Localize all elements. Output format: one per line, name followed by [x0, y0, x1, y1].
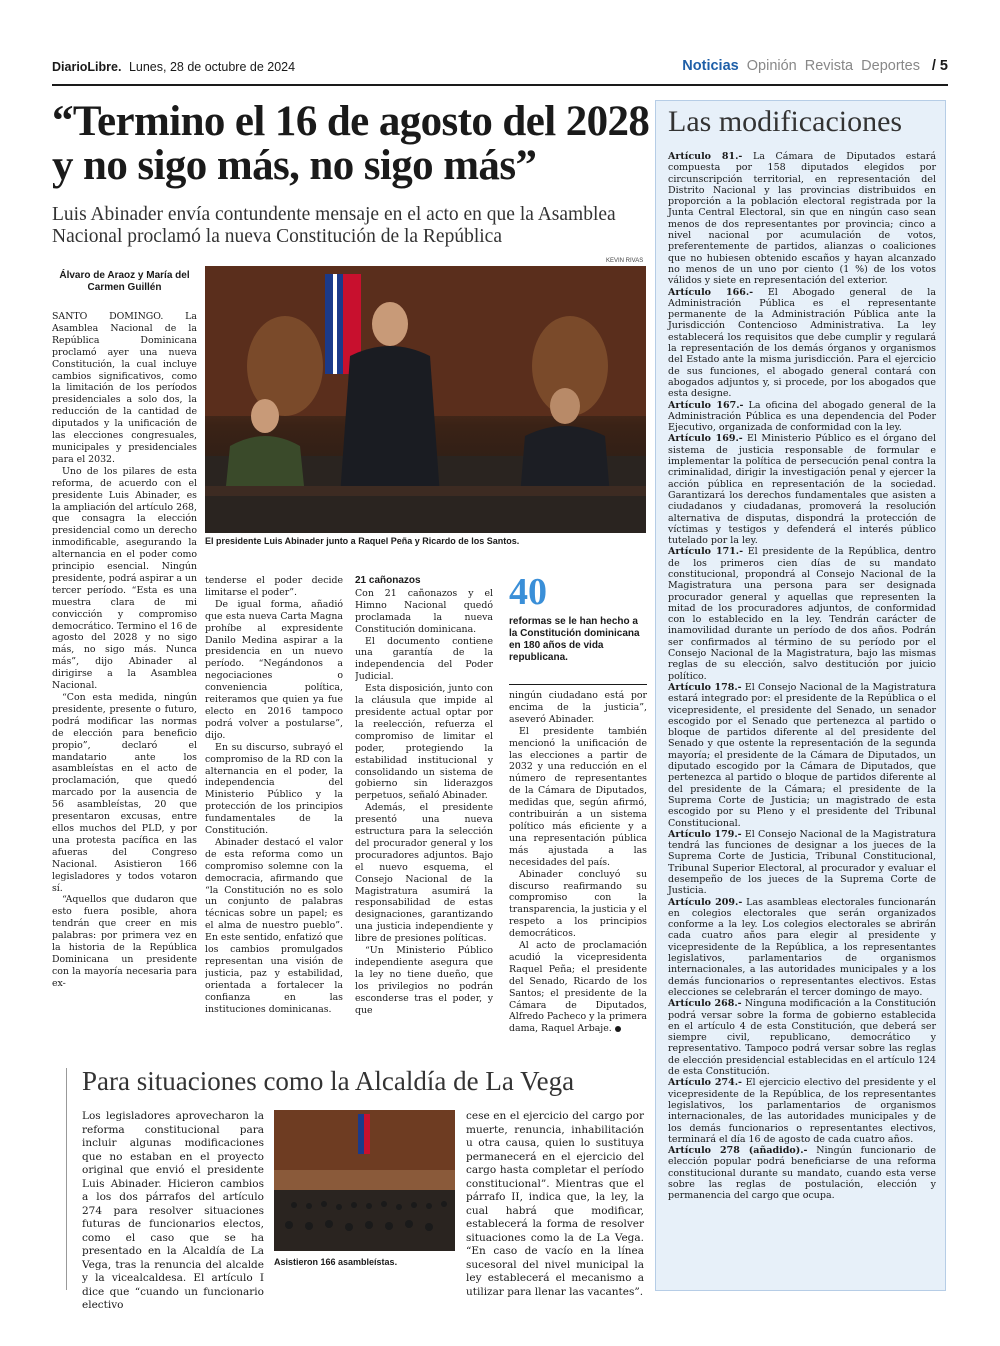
bottom-column-1: Los legisladores aprovecharon la reforma constitucional para incluir algunas modificaciones que no estaban en el proyecto original que envió el presidente Luis Abinader. Hicieron cambios a los dos párrafos del artículo 274 para resolver situaciones futuras de funcionarios electos, como el caso que se ha presentado en la Alcaldía de La Vega, tras la renuncia del alcalde y la vicealcaldesa. El artículo I dice que “cuando un funcionario electivo [82, 1110, 264, 1311]
paragraph: Abinader concluyó su discurso reafirmando su compromiso con la transparencia, la justicia y el respeto a los principios democráticos. [509, 868, 647, 940]
sidebar-article [668, 998, 936, 1077]
article-label: Artículo 268.- [668, 998, 742, 1010]
sidebar-article [668, 151, 936, 287]
article-label: Artículo 274.- [668, 1077, 742, 1089]
article-label: Artículo 81.- [668, 151, 743, 162]
sidebar-article [668, 829, 936, 897]
main-photo [205, 266, 646, 533]
paragraph: SANTO DOMINGO. La Asamblea Nacional de la República Dominicana proclamó ayer una nueva Constitución, la cual incluye cambios significativos, como la limitación de los períodos presidenciales a solo dos, la reducción de la cantidad de diputados y la unificación de las elecciones congresuales, municipales y presidenciales para el 2032. [52, 311, 197, 465]
paragraph: “Aquellos que dudaron que esto fuera posible, ahora tendrán que creer en mis palabras: por primera vez en la historia de la República Dominicana un presidente con la mayoría necesaria para ex- [52, 894, 197, 989]
paragraph: En su discurso, subrayó el compromiso de la RD con la alternancia en el poder, la independencia del Ministerio Público y la protección de los principios fundamentales de la Constitución. [205, 741, 343, 837]
assembly-photo [274, 1110, 455, 1251]
paragraph: “Con esta medida, ningún presidente, presente o futuro, podrá modificar las normas de elección para beneficio propio”, declaró el mandatario ante los asambleístas en el acto de proclamación, que quedó marcado por la ausencia de 56 asambleístas, 20 que presentaron excusas, entre ellos muchos del PLD, y por una protesta pacífica en las afueras del Congreso Nacional. Asistieron 166 legisladores y todos votaron sí. [52, 692, 197, 894]
bottom-column-3: cese en el ejercicio del cargo por muerte, renuncia, inhabilitación u otra causa, quien lo sustituya permanecerá en el ejercicio del cargo hasta completar el período constitucional”. Mientras que el párrafo II, indica que, la ley, la cual habrá que modificar, establecerá la forma de resolver situaciones como la de La Vega. “En caso de vacío en la línea sucesoral del nivel municipal la ley establecerá el mecanismo a utilizar para llenar las vacantes”. [466, 1110, 644, 1298]
paragraph: Además, el presidente presentó una nueva estructura para la selección del procurador general y los procuradores adjuntos. Bajo el nuevo esquema, el Consejo Nacional de la Magistratura asumirá la responsabilidad de estas designaciones, garantizando una justicia independiente y libre de presiones políticas. [355, 802, 493, 945]
paragraph: El documento contiene una garantía de la independencia del Poder Judicial. [355, 635, 493, 683]
paragraph: “Un Ministerio Público independiente asegura que la ley no tiene dueño, que los privilegios no podrán esconderse tras el poder, y que [355, 945, 493, 1016]
nav-opinion[interactable]: Opinión [746, 58, 797, 74]
article-text: El Ministerio Público es el órgano del sistema de justicia responsable de formular e implementar la política de persecución penal contra la criminalidad, dirigir la investigación penal y ejercer la acción pública en representación de la sociedad. Garantizará los derechos fundamentales que asisten a ciudadanos y ciudadanas, promoverá la resolución alternativa de disputas, dispondrá la protección de víctimas y testigos y defenderá el interés público tutelado por la ley. [668, 433, 936, 547]
sidebar-article [668, 287, 936, 400]
paragraph: Con 21 cañonazos y el Himno Nacional quedó proclamada la nueva Constitución dominicana. [355, 587, 493, 635]
article-label: Artículo 179.- [668, 828, 742, 840]
paragraph: El presidente también mencionó la unificación de las elecciones a partir de 2032 y una reducción en el número de representantes de la Cámara de Diputados, medidas que, según afirmó, contribuirán a un sistema político más eficiente y a una representación pública más ajustada a las necesidades del país. [509, 725, 647, 868]
headline: “Termino el 16 de agosto del 2028 y no sigo más, no sigo más” [52, 98, 650, 189]
nav-revista[interactable]: Revista [804, 58, 854, 74]
paragraph: Esta disposición, junto con la cláusula que impide al presidente actual optar por la reelección, refuerza el compromiso de limitar el poder, protegiendo la estabilidad institucional y consolidando un sistema de gobierno sin liderazgos perpetuos, señaló Abinader. [355, 683, 493, 802]
assembly-photo-illustration [205, 266, 646, 533]
sidebar-article [668, 1145, 936, 1201]
paragraph: Abinader destacó el valor de esta reforma como un compromiso solemne con la democracia, afirmando que “la Constitución no es solo un conjunto de palabras técnicas sobre un papel; es el alma de nuestro pueblo”. En este sentido, enfatizó que los cambios promulgados representan una visión de justicia, paz y estabilidad, orientada a fortalecer la confianza en las instituciones dominicanas. [205, 836, 343, 1015]
paragraph [509, 940, 647, 1035]
sidebar-article [668, 1077, 936, 1145]
page-number: / 5 [931, 58, 948, 74]
sidebar-articles [668, 151, 936, 1202]
assembly-hall-illustration [274, 1110, 455, 1251]
subhead-21-canonazos: 21 cañonazos [355, 575, 421, 586]
bottom-story-rule [66, 1068, 67, 1290]
article-text: El ejercicio electivo del presidente y el vicepresidente de la República, de los representantes legislativos, los parlamentarios de organismos internacionales, de las autoridades municipales y de los demás funcionarios o representantes electivos, terminará el día 16 de agosto de cada cuatro años. [668, 1077, 937, 1145]
sidebar-modificaciones [655, 100, 946, 1291]
sidebar-article [668, 897, 936, 999]
paragraph: ningún ciudadano está por encima de la justicia”, aseveró Abinader. [509, 690, 647, 725]
article-label: Artículo 167.- [668, 399, 744, 411]
brand-logo[interactable]: DiarioLibre. [52, 60, 122, 74]
paragraph: tenderse el poder decide limitarse el poder”. [205, 575, 343, 598]
article-text: El Consejo Nacional de la Magistratura tendrá las funciones de designar a los jueces de la Suprema Corte de Justicia, Tribunal Constitucional, Tribunal Superior Electoral, al procurador y evaluar el desempeño de los jueces de la Suprema Corte de Justicia. [668, 828, 936, 897]
sidebar-article [668, 682, 936, 829]
article-text: La Cámara de Diputados estará compuesta por 158 diputados elegidos por circunscripción territorial, en representación del Distrito Nacional y las provincias distribuidos en proporción a la población electoral registrada por la Junta Central Electoral, sin que en ningún caso sean menos de dos representantes por provincia; cinco a nivel nacional por acumulación de votos, preferentemente de partidos, alianzas o coaliciones que no hubiesen obtenido escaños y hayan alcanzado no menos de un uno por ciento (1 %) de los votos válidos y siete en representación del exterior. [668, 151, 936, 287]
sidebar-article [668, 400, 936, 434]
article-text: Ninguna modificación a la Constitución podrá versar sobre la forma de gobierno establecida en el artículo 4 de esta Constitución, que deberá ser siempre civil, republicano, democrático y representativo. Tampoco podrá versar sobre las reglas de elección presidencial establecidas en el artículo 124 de esta Constitución. [668, 998, 936, 1078]
article-column-1 [52, 311, 197, 1046]
issue-date: Lunes, 28 de octubre de 2024 [128, 60, 296, 74]
article-text: El presidente de la República, dentro de los primeros cien días de su mandato constitucional, propondrá al Consejo Nacional de la Magistratura una persona para ser designada procurador general y aquellas que representen la mitad de los procuradores adjuntos, de conformidad con lo establecido en la ley. Tendrán carácter de inamovilidad durante un período de dos años. Podrán ser confirmados al término de su período por el Consejo Nacional de la Magistratura, bajo las mismas reglas de su elección, salvo destitución por juicio político. [668, 546, 936, 682]
sidebar-article [668, 433, 936, 546]
article-text: Ningún funcionario de elección popular podrá beneficiarse de una reforma constitucional durante su mandato, cuando esta verse sobre las reglas de postulación, elección y permanencia del cargo que ocupa. [668, 1145, 936, 1202]
article-label: Artículo 209.- [668, 896, 743, 908]
end-of-article-icon [615, 1026, 621, 1032]
closing-paragraph: Al acto de proclamación acudió la vicepresidenta Raquel Peña; el presidente del Senado, Ricardo de los Santos; el presidente de la Cámara de Diputados, Alfredo Pacheco y la primera dama, Raquel Arbaje. [509, 940, 647, 1035]
sidebar-article [668, 546, 936, 682]
article-label: Artículo 278 (añadido).- [668, 1145, 808, 1157]
article-column-3 [355, 575, 493, 1046]
nav-deportes[interactable]: Deportes [861, 58, 920, 74]
section-nav [682, 58, 920, 74]
subheadline: Luis Abinader envía contundente mensaje en el acto en que la Asamblea Nacional proclamó la nueva Constitución de la República [52, 204, 616, 247]
photo-credit: KEVIN RIVAS [606, 258, 644, 264]
pull-quote-text: reformas se le han hecho a la Constitución dominicana en 180 años de vida republicana. [509, 616, 640, 663]
header-rule [52, 84, 948, 86]
paragraph: De igual forma, añadió que esta nueva Carta Magna prohíbe al expresidente Danilo Medina aspirar a la presidencia en un nuevo período. “Negándonos a negociaciones o conveniencia política, reiteramos que quien ya fue electo en 2016 tampoco podrá volver a postularse”, dijo. [205, 598, 343, 741]
byline: Álvaro de Araoz y María del Carmen Guillén [59, 270, 190, 293]
article-text: El Abogado general de la Administración Pública es el representante permanente de la Administración Pública ante la Jurisdicción Contencioso Administrativa. La ley establecerá los requisitos que debe cumplir y regulará la representación de los demás órganos y organismos del Estado ante la misma jurisdicción. Para el ejercicio de sus funciones, el abogado general contará con abogados adjuntos y, si procede, por los abogados que esta designe. [668, 286, 936, 400]
article-label: Artículo 169.- [668, 433, 743, 445]
article-label: Artículo 178.- [668, 681, 742, 693]
article-text: Las asambleas electorales funcionarán en colegios electorales que serán organizados conforme a la ley. Los colegios electorales se abrirán cada cuatro años para elegir al presidente y vicepresidente de la República, a los representantes legislativos, parlamentarios de organismos internacionales, a las autoridades municipales y a los demás funcionarios o representantes electivos. Estas elecciones se celebrarán el tercer domingo de mayo. [668, 896, 936, 998]
pull-quote-rule [509, 684, 647, 685]
nav-noticias[interactable]: Noticias [682, 58, 739, 74]
bottom-story-title: Para situaciones como la Alcaldía de La Vega [82, 1066, 575, 1096]
article-column-2 [205, 575, 343, 1046]
pull-quote-number: 40 [509, 571, 547, 613]
article-label: Artículo 166.- [668, 286, 754, 298]
photo-caption: El presidente Luis Abinader junto a Raquel Peña y Ricardo de los Santos. [205, 536, 520, 546]
article-column-4 [509, 690, 647, 1055]
article-text: El Consejo Nacional de la Magistratura estará integrado por: el presidente de la República o el vicepresidente, el presidente del Senado, un senador escogido por el Senado que pertenezca al partido o bloque de partidos diferente al del presidente del Senado y que ostente la representación de la segunda mayoría; el presidente de la Cámara de Diputados, un diputado escogido por la Cámara de Diputados, que pertenezca al partido o bloque de partidos diferente al del presidente de la Cámara; el presidente de la Suprema Corte de Justicia; un magistrado de esta escogido por su Pleno y el presidente del Tribunal Constitucional. [668, 681, 936, 829]
assembly-photo-caption: Asistieron 166 asambleístas. [274, 1257, 398, 1267]
page-header [52, 60, 948, 82]
sidebar-title: Las modificaciones [668, 105, 903, 138]
article-label: Artículo 171.- [668, 546, 744, 558]
article-text: La oficina del abogado general de la Administración Pública es una dependencia del Poder Ejecutivo, organizada de conformidad con la ley. [668, 399, 936, 434]
paragraph: Uno de los pilares de esta reforma, de acuerdo con el presidente Luis Abinader, es la ampliación del artículo 268, que consagra la elección presidencial como un derecho inmodificable, asegurando la alternancia en el poder como principio esencial. Ningún presidente, podrá aspirar a un tercer período. “Esta es una muestra clara de mi convicción y compromiso democrático. Termino el 16 de agosto del 2028 y no sigo más, no sigo más. Nunca más”, dijo Abinader al dirigirse a la Asamblea Nacional. [52, 465, 197, 692]
